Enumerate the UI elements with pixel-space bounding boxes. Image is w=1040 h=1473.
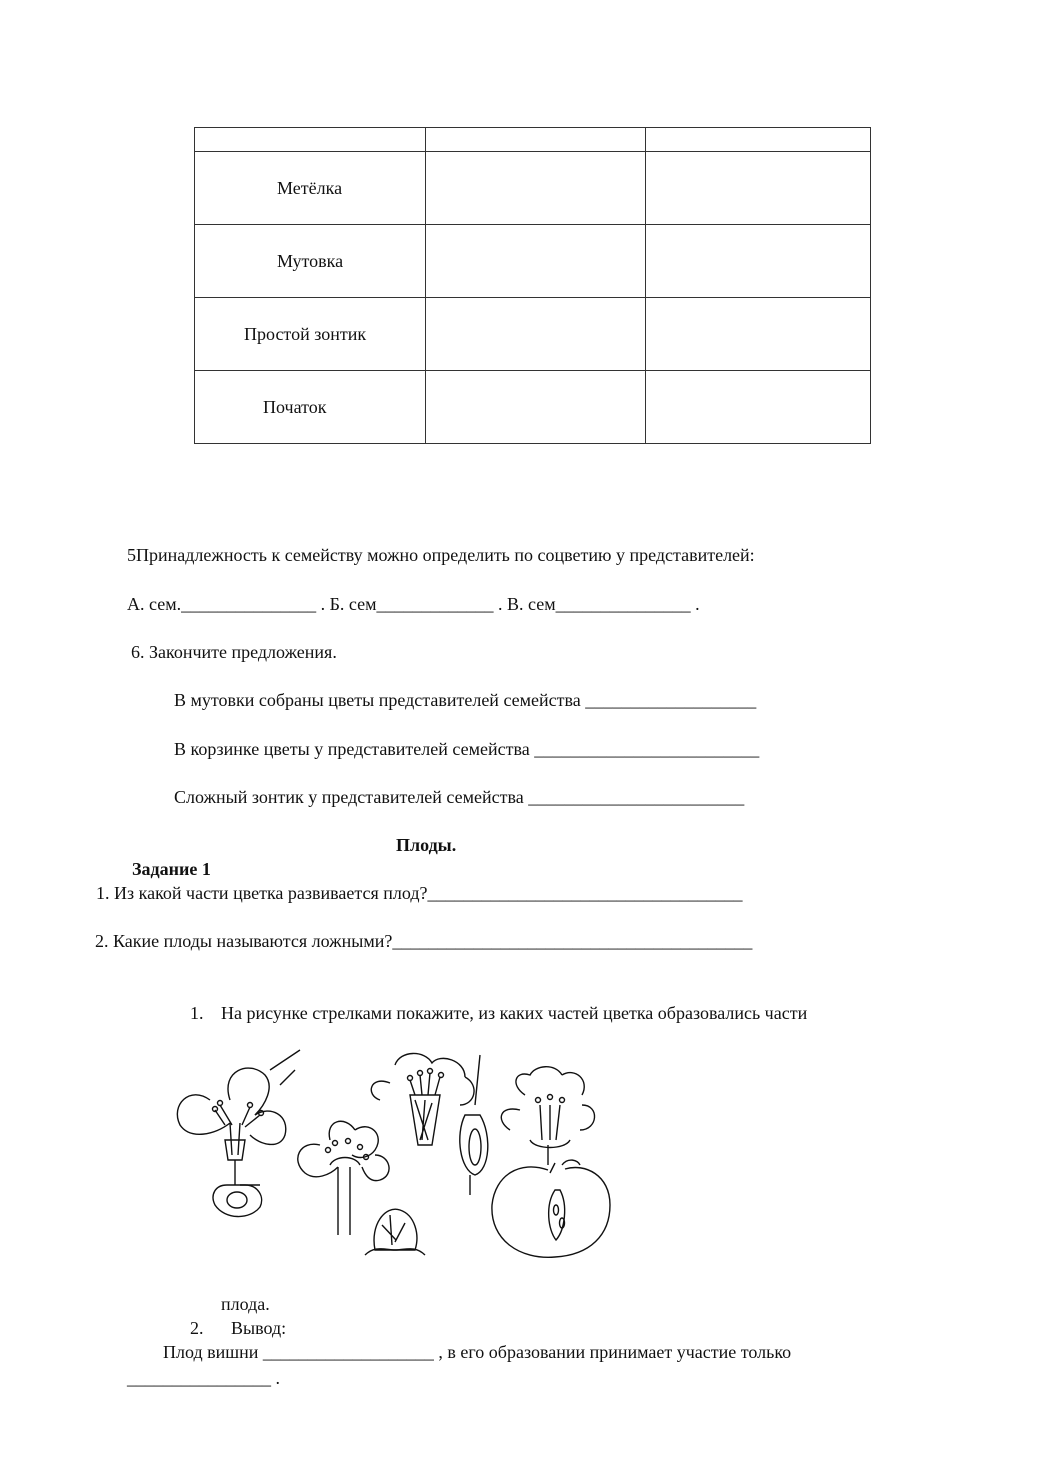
question-6-line-3: Сложный зонтик у представителей семейства ________________________ <box>174 787 745 807</box>
fruits-question-1: 1. Из какой части цветка развивается плод?___________________________________ <box>96 883 743 903</box>
inflorescence-table <box>194 127 871 444</box>
table-cell <box>195 371 426 444</box>
table-row <box>195 371 871 444</box>
table-cell <box>195 128 426 152</box>
row-label: Мутовка <box>277 250 344 271</box>
list-item-number: 2. <box>190 1318 204 1338</box>
table-header-row <box>195 128 871 152</box>
row-label: Метёлка <box>277 177 343 198</box>
table-cell <box>646 225 871 298</box>
section-heading: Плоды. <box>396 835 457 855</box>
table-row <box>195 298 871 371</box>
apple-flower-icon <box>492 1067 610 1258</box>
question-5-options: А. сем._______________ . Б. сем_____________ . В. сем_______________ . <box>127 594 700 614</box>
list-item-text: На рисунке стрелками покажите, из каких частей цветка образовались части <box>221 1003 808 1023</box>
question-6-title: 6. Закончите предложения. <box>131 642 337 662</box>
task-title: Задание 1 <box>132 859 211 879</box>
table-cell <box>195 298 426 371</box>
conclusion-line-1: Плод вишни ___________________ , в его образовании принимает участие только <box>163 1342 792 1362</box>
table-cell <box>426 298 646 371</box>
list-item-text: Вывод: <box>231 1318 287 1338</box>
table-cell <box>646 152 871 225</box>
table-cell <box>646 371 871 444</box>
question-5-text: 5Принадлежность к семейству можно определить по соцветию у представителей: <box>127 545 755 565</box>
table-cell <box>646 298 871 371</box>
flowers-fruits-figure <box>170 1045 660 1285</box>
row-label: Початок <box>263 396 327 417</box>
question-6-line-2: В корзинке цветы у представителей семейства _________________________ <box>174 739 760 759</box>
table-cell <box>195 152 426 225</box>
conclusion-line-2: ________________ . <box>127 1368 280 1388</box>
table-cell <box>195 225 426 298</box>
table-cell <box>426 225 646 298</box>
list-item-continuation: плода. <box>221 1294 270 1314</box>
list-item-number: 1. <box>190 1003 204 1023</box>
table-row <box>195 225 871 298</box>
fruits-question-2: 2. Какие плоды называются ложными?________________________________________ <box>95 931 753 951</box>
table-cell <box>426 152 646 225</box>
table-cell <box>426 371 646 444</box>
table-cell <box>426 128 646 152</box>
strawberry-flower-icon <box>298 1121 425 1255</box>
pea-flower-icon <box>371 1053 488 1195</box>
row-label: Простой зонтик <box>244 323 367 344</box>
table-row <box>195 152 871 225</box>
table-cell <box>646 128 871 152</box>
question-6-line-1: В мутовки собраны цветы представителей семейства ___________________ <box>174 690 757 710</box>
cherry-flower-icon <box>177 1050 300 1217</box>
